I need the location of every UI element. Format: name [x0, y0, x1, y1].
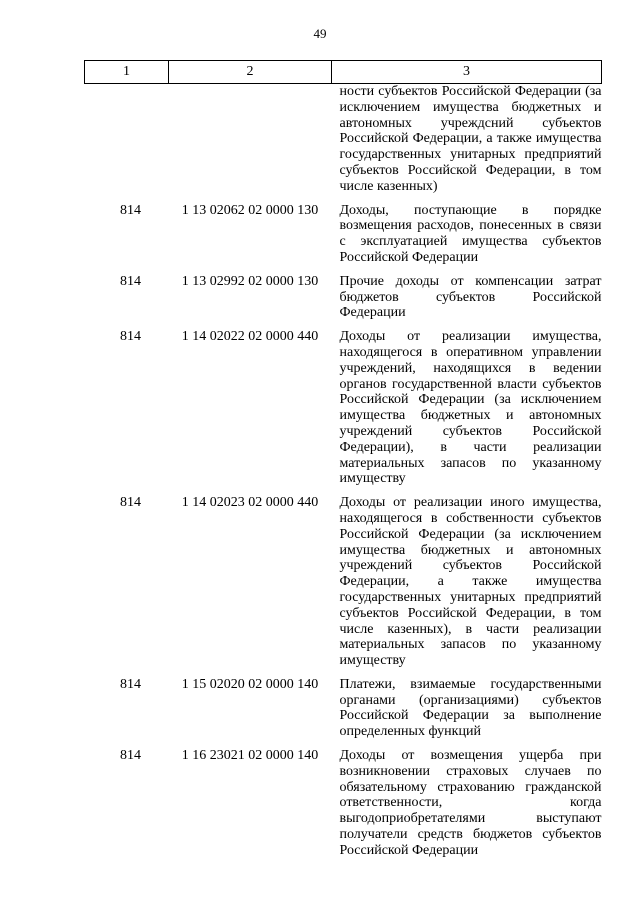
table-row [85, 195, 602, 266]
admin-code: 814 [120, 329, 141, 345]
table-row [85, 740, 602, 859]
column-header-1: 1 [85, 61, 169, 84]
revenue-code: 1 13 02992 02 0000 130 [181, 273, 319, 289]
continuation-row [85, 84, 602, 195]
page-number: 49 [313, 26, 327, 41]
table-row [85, 669, 602, 740]
table-row [85, 266, 602, 321]
revenue-description: Доходы, поступающие в порядке возмещения расходов, понесенных в связи с эксплуатацией имущества субъектов Российской Федерации [339, 202, 602, 265]
empty-code-cell [169, 84, 332, 195]
revenue-code: 1 14 02023 02 0000 440 [181, 495, 319, 511]
admin-code: 814 [120, 676, 141, 692]
revenue-description: Доходы от возмещения ущерба при возникновении страховых случаев по обязательному страхованию гражданской ответственности, когда выгодоприобретателями выступают получатели средств бюджетов субъектов Российской Федерации [339, 748, 602, 858]
empty-admin-cell [85, 84, 169, 195]
revenue-description: Доходы от реализации имущества, находящегося в оперативном управлении учреждений, находящихся в ведении органов государственной власти субъектов Российской Федерации (за исключением имущества бюджетных и автономных учреждений субъектов Российской Федерации), в части реализации материальных запасов по указанному имуществу [339, 329, 602, 487]
continuation-description: ности субъектов Российской Федерации (за исключением имущества бюджетных и автономных учреждсний субъектов Российской Федерации, а также имущества государственных унитарных предприятий субъектов Российской Федерации, в том числе казенных) [339, 84, 602, 194]
revenue-code: 1 14 02022 02 0000 440 [181, 329, 319, 345]
column-header-3: 3 [332, 61, 602, 84]
revenue-code: 1 15 02020 02 0000 140 [181, 676, 319, 692]
admin-code: 814 [120, 748, 141, 764]
revenue-code: 1 16 23021 02 0000 140 [181, 748, 319, 764]
admin-code: 814 [120, 495, 141, 511]
revenue-description: Прочие доходы от компенсации затрат бюджетов субъектов Российской Федерации [339, 273, 602, 321]
revenue-code: 1 13 02062 02 0000 130 [181, 202, 319, 218]
table-header-row [85, 61, 602, 84]
admin-code: 814 [120, 273, 141, 289]
revenue-description: Платежи, взимаемые государственными органами (организациями) субъектов Российской Федерации за выполнение определенных функций [339, 676, 602, 740]
column-header-2: 2 [169, 61, 332, 84]
revenue-codes-table [84, 60, 601, 859]
admin-code: 814 [120, 202, 141, 218]
table-row [85, 487, 602, 669]
table-row [85, 321, 602, 487]
revenue-description: Доходы от реализации иного имущества, находящегося в собственности субъектов Российской Федерации (за исключением имущества бюджетных и автономных учреждений субъектов Российской Федерации, а также имущества государственных унитарных предприятий субъектов Российской Федерации, в том числе казенных), в части реализации материальных запасов по указанному имуществу [339, 495, 602, 669]
